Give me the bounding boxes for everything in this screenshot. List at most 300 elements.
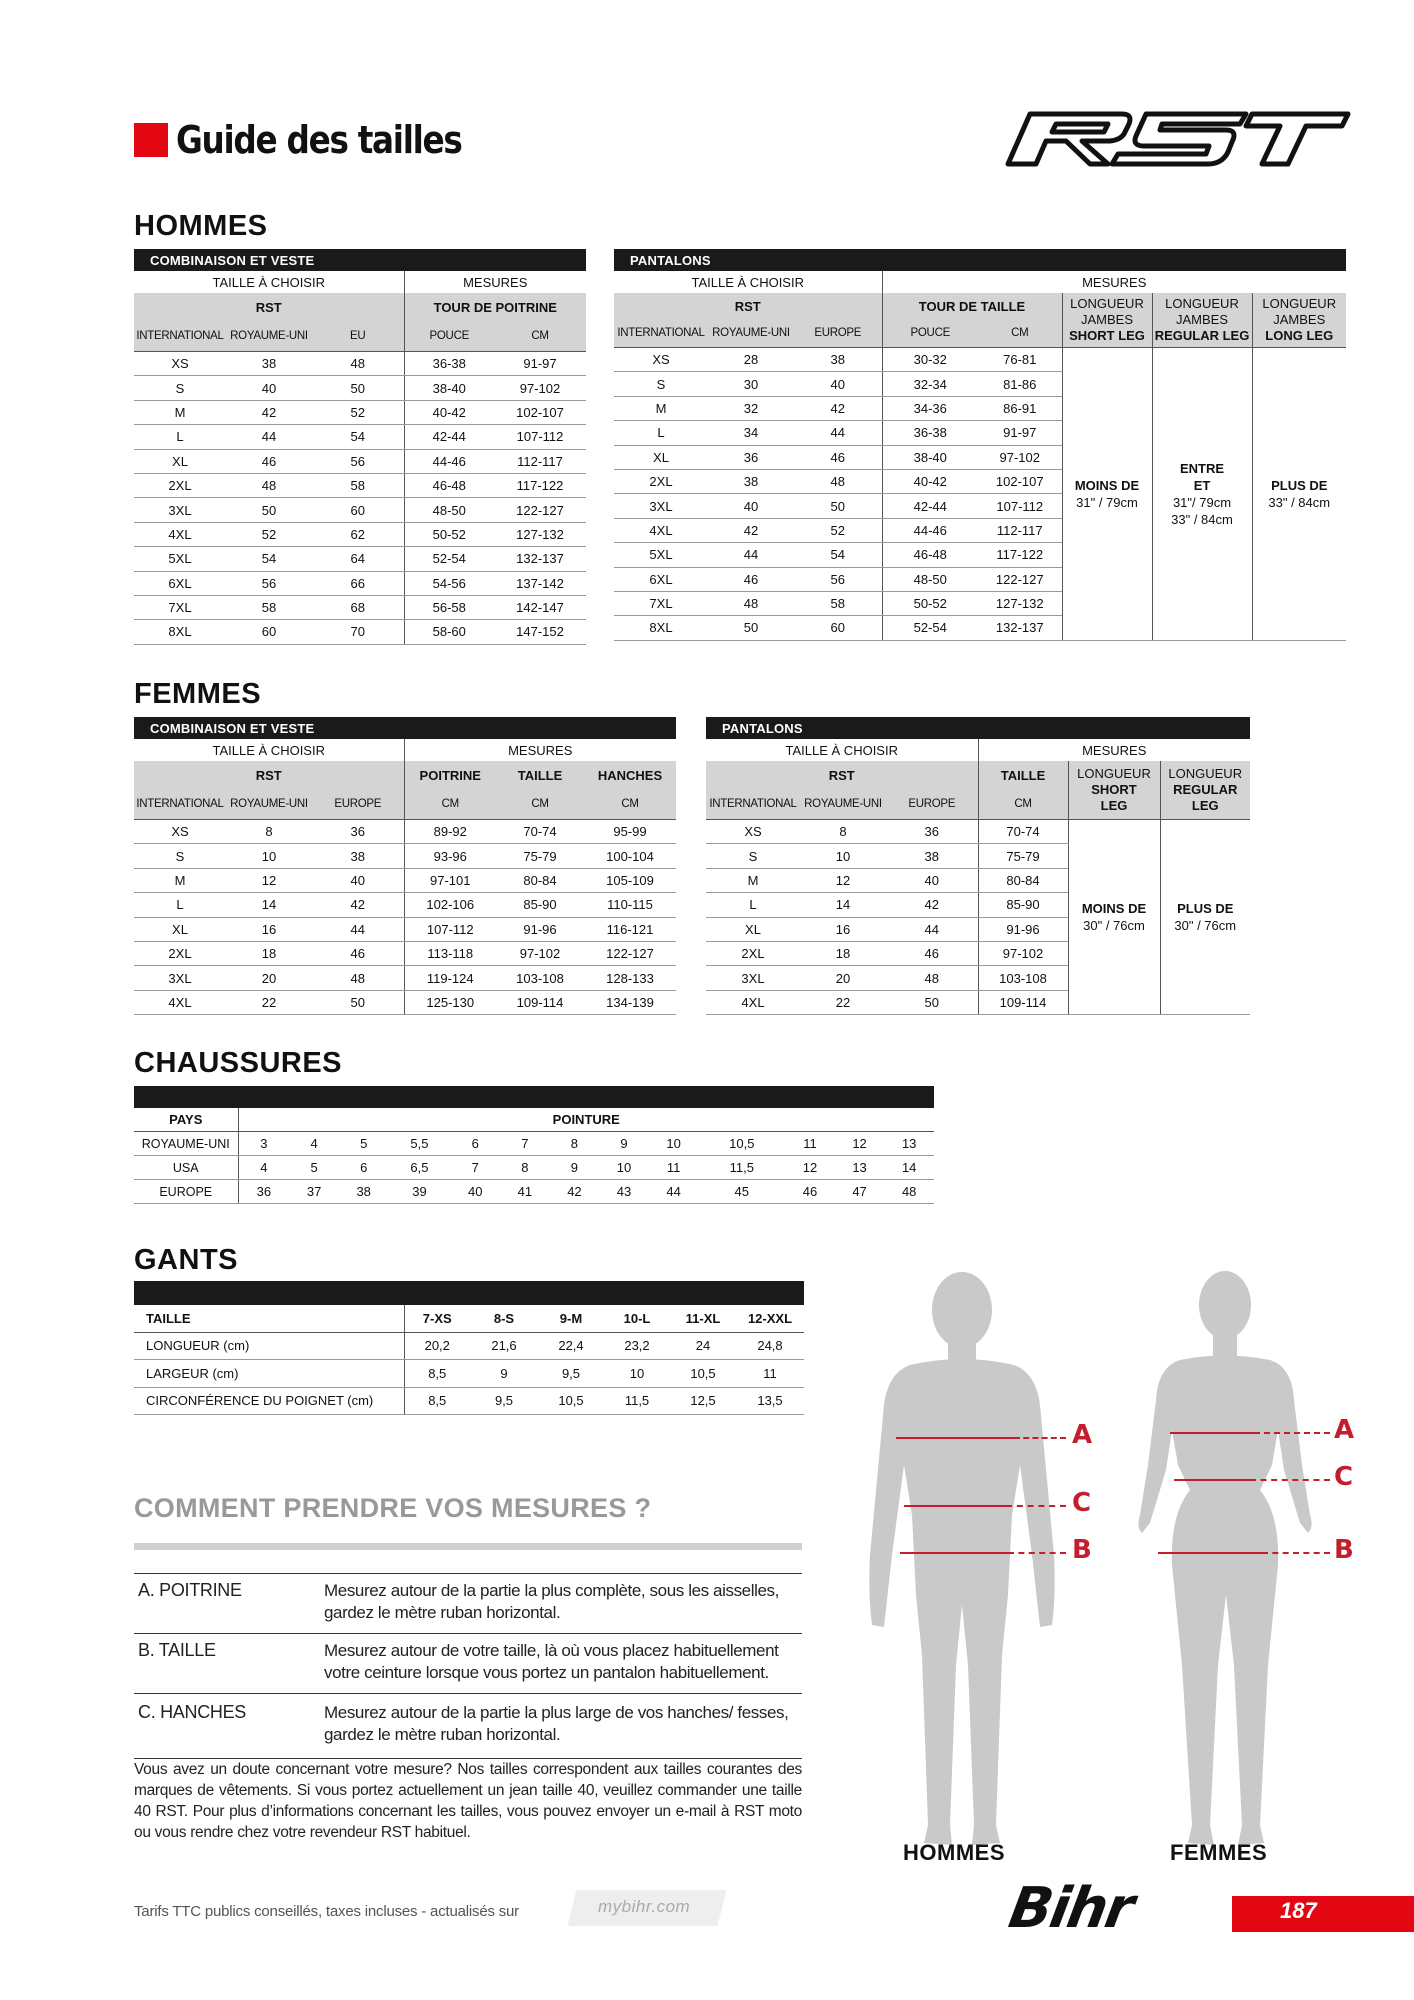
- table-cell: 91-97: [494, 352, 586, 376]
- table-cell: 2XL: [134, 941, 226, 965]
- table-cell: 6XL: [614, 567, 708, 591]
- table-cell: 132-137: [978, 616, 1062, 640]
- table-cell: 3: [238, 1132, 289, 1156]
- table-row: [134, 400, 586, 424]
- table-cell: 38-40: [404, 376, 494, 400]
- table-cell: 3XL: [134, 498, 226, 522]
- table-cell: 12: [785, 1156, 835, 1180]
- glove-size-header: 11-XL: [670, 1305, 736, 1332]
- table-cell: 22,4: [538, 1332, 604, 1360]
- table-row: [134, 941, 676, 965]
- table-cell: 5: [289, 1156, 339, 1180]
- table-cell: 91-97: [978, 421, 1062, 445]
- table-cell: 112-117: [978, 518, 1062, 542]
- table-cell: 66: [312, 571, 404, 595]
- table-cell: 36: [708, 445, 794, 469]
- woman-marker-a: A: [1334, 1415, 1355, 1445]
- table-cell: 36: [312, 820, 404, 844]
- table-cell: 76-81: [978, 348, 1062, 372]
- table-cell: 54: [312, 425, 404, 449]
- measure-label: TOUR DE TAILLE: [882, 293, 1062, 319]
- col-header: EUROPE: [886, 789, 978, 820]
- woman-waist-arrow: [1174, 1479, 1250, 1481]
- col-header: ROYAUME-UNI: [226, 321, 312, 352]
- table-cell: 6: [450, 1132, 500, 1156]
- femmes-pantalons-bar: PANTALONS: [706, 717, 1250, 739]
- table-cell: 14: [884, 1156, 934, 1180]
- table-cell: 42: [550, 1180, 600, 1204]
- table-cell: XL: [614, 445, 708, 469]
- table-cell: 22: [226, 990, 312, 1014]
- table-cell: 9: [470, 1360, 538, 1388]
- how-to-item-hanches: [134, 1693, 802, 1759]
- table-cell: 34: [708, 421, 794, 445]
- table-cell: 38: [708, 469, 794, 493]
- table-cell: 42: [312, 893, 404, 917]
- glove-size-header: 12-XXL: [736, 1305, 804, 1332]
- table-cell: 4: [289, 1132, 339, 1156]
- table-cell: 40: [312, 868, 404, 892]
- table-row: [134, 966, 676, 990]
- table-cell: 47: [835, 1180, 885, 1204]
- woman-chest-dash: [1254, 1432, 1330, 1434]
- how-to-rule: [134, 1543, 802, 1550]
- table-cell: 21,6: [470, 1332, 538, 1360]
- gants-table: [134, 1281, 804, 1415]
- woman-marker-c: C: [1334, 1462, 1354, 1492]
- table-cell: 48: [794, 469, 882, 493]
- table-cell: 48: [312, 352, 404, 376]
- taille-label: TAILLE À CHOISIR: [785, 742, 898, 758]
- table-cell: 54: [226, 547, 312, 571]
- table-cell: 10: [800, 844, 886, 868]
- leg-header-regular: LONGUEUR JAMBES REGULAR LEG: [1152, 293, 1252, 348]
- table-cell: 62: [312, 522, 404, 546]
- table-cell: 8: [800, 820, 886, 844]
- table-cell: 85-90: [978, 893, 1068, 917]
- col-header: EUROPE: [794, 319, 882, 348]
- glove-size-header: 8-S: [470, 1305, 538, 1332]
- table-row: [134, 473, 586, 497]
- table-row: [134, 620, 586, 644]
- table-cell: 91-96: [496, 917, 584, 941]
- table-cell: 85-90: [496, 893, 584, 917]
- table-cell: 3XL: [614, 494, 708, 518]
- table-cell: 23,2: [604, 1332, 670, 1360]
- leg-length-value: ENTRE ET 31"/ 79cm 33" / 84cm: [1152, 348, 1252, 641]
- man-chest-arrow: [896, 1437, 1014, 1439]
- table-cell: 28: [708, 348, 794, 372]
- table-cell: 10: [604, 1360, 670, 1388]
- table-cell: 11: [736, 1360, 804, 1388]
- table-cell: 64: [312, 547, 404, 571]
- table-cell: 5: [339, 1132, 389, 1156]
- table-cell: 68: [312, 595, 404, 619]
- man-hip-dash: [1008, 1552, 1066, 1554]
- table-cell: 39: [388, 1180, 450, 1204]
- rst-label: RST: [614, 293, 882, 319]
- table-cell: 125-130: [404, 990, 496, 1014]
- table-row: [134, 595, 586, 619]
- table-cell: 58: [312, 473, 404, 497]
- table-cell: 70-74: [978, 820, 1068, 844]
- table-row: [134, 1360, 804, 1388]
- table-cell: L: [134, 893, 226, 917]
- table-cell: 6,5: [388, 1156, 450, 1180]
- table-cell: 70: [312, 620, 404, 644]
- man-chest-dash: [1014, 1437, 1066, 1439]
- table-cell: 10: [226, 844, 312, 868]
- table-cell: 36-38: [404, 352, 494, 376]
- table-cell: S: [706, 844, 800, 868]
- table-cell: 116-121: [584, 917, 676, 941]
- table-cell: 7XL: [134, 595, 226, 619]
- table-cell: XL: [134, 449, 226, 473]
- table-cell: 20: [226, 966, 312, 990]
- table-cell: 2XL: [614, 469, 708, 493]
- table-cell: 7: [500, 1132, 550, 1156]
- pointure-label: POINTURE: [238, 1108, 934, 1132]
- col-header: EU: [312, 321, 404, 352]
- table-cell: 80-84: [496, 868, 584, 892]
- table-cell: M: [614, 396, 708, 420]
- table-row: [706, 820, 1250, 844]
- table-cell: 102-106: [404, 893, 496, 917]
- rst-label: RST: [706, 761, 978, 789]
- woman-silhouette: [1138, 1271, 1311, 1845]
- table-cell: 5XL: [134, 547, 226, 571]
- table-cell: 10,5: [538, 1387, 604, 1415]
- table-cell: 44-46: [404, 449, 494, 473]
- table-cell: 4XL: [614, 518, 708, 542]
- taille-label: TAILLE À CHOISIR: [691, 274, 804, 290]
- table-cell: 142-147: [494, 595, 586, 619]
- col-header: CM: [496, 789, 584, 820]
- table-cell: 97-102: [494, 376, 586, 400]
- table-cell: 56: [312, 449, 404, 473]
- how-to-item-poitrine: [134, 1573, 802, 1638]
- table-cell: 38: [312, 844, 404, 868]
- table-cell: 48: [312, 966, 404, 990]
- table-cell: 32: [708, 396, 794, 420]
- table-cell: 40: [886, 868, 978, 892]
- table-cell: 50: [312, 376, 404, 400]
- table-cell: 60: [794, 616, 882, 640]
- table-cell: 34-36: [882, 396, 978, 420]
- table-cell: 8XL: [134, 620, 226, 644]
- table-cell: 38: [339, 1180, 389, 1204]
- table-row: [134, 1180, 934, 1204]
- table-cell: 6XL: [134, 571, 226, 595]
- table-cell: 11: [785, 1132, 835, 1156]
- leg-header-short: LONGUEUR SHORT LEG: [1068, 761, 1160, 820]
- measure-label: TAILLE: [496, 761, 584, 789]
- man-silhouette: [869, 1272, 1054, 1845]
- table-cell: L: [614, 421, 708, 445]
- table-cell: 54-56: [404, 571, 494, 595]
- table-row: [134, 498, 586, 522]
- rst-label: RST: [134, 761, 404, 789]
- table-cell: 107-112: [404, 917, 496, 941]
- table-cell: 9: [599, 1132, 649, 1156]
- table-cell: 132-137: [494, 547, 586, 571]
- how-to-title: COMMENT PRENDRE VOS MESURES ?: [134, 1493, 652, 1523]
- table-cell: 107-112: [978, 494, 1062, 518]
- table-cell: 109-114: [978, 990, 1068, 1014]
- man-waist-arrow: [904, 1505, 1006, 1507]
- how-to-text: Mesurez autour de la partie la plus large de vos hanches/ fesses, gardez le mètre ruban horizontal.: [324, 1703, 789, 1744]
- table-row: [134, 917, 676, 941]
- table-cell: 147-152: [494, 620, 586, 644]
- col-header: INTERNATIONAL: [706, 789, 800, 820]
- col-header: INTERNATIONAL: [614, 319, 708, 348]
- glove-measure-label: CIRCONFÉRENCE DU POIGNET (cm): [134, 1387, 404, 1415]
- measure-label: HANCHES: [584, 761, 676, 789]
- femmes-veste-table: [134, 717, 676, 1015]
- table-cell: 30-32: [882, 348, 978, 372]
- table-cell: 113-118: [404, 941, 496, 965]
- table-cell: 40: [450, 1180, 500, 1204]
- table-cell: 32-34: [882, 372, 978, 396]
- femmes-title: FEMMES: [134, 678, 262, 710]
- table-cell: 3XL: [706, 966, 800, 990]
- mesures-label: MESURES: [882, 271, 1346, 293]
- mybihr-link[interactable]: mybihr.com: [598, 1897, 691, 1916]
- country-cell: EUROPE: [134, 1180, 238, 1204]
- table-cell: 30: [708, 372, 794, 396]
- femmes-pantalons-table: [706, 717, 1250, 1015]
- table-cell: 75-79: [496, 844, 584, 868]
- table-cell: 9,5: [538, 1360, 604, 1388]
- table-cell: 40-42: [882, 469, 978, 493]
- table-cell: 134-139: [584, 990, 676, 1014]
- table-row: [134, 522, 586, 546]
- woman-waist-dash: [1250, 1479, 1330, 1481]
- table-row: [134, 1387, 804, 1415]
- table-cell: 56: [794, 567, 882, 591]
- table-row: [134, 425, 586, 449]
- table-cell: 12: [226, 868, 312, 892]
- table-cell: 122-127: [584, 941, 676, 965]
- table-cell: 44: [226, 425, 312, 449]
- mesures-label: MESURES: [978, 739, 1250, 761]
- leg-length-value: MOINS DE 30" / 76cm: [1068, 820, 1160, 1015]
- table-cell: 12,5: [670, 1387, 736, 1415]
- table-cell: 122-127: [978, 567, 1062, 591]
- table-cell: 8,5: [404, 1387, 470, 1415]
- table-cell: 112-117: [494, 449, 586, 473]
- col-header: CM: [584, 789, 676, 820]
- table-cell: 128-133: [584, 966, 676, 990]
- how-to-key: A. POITRINE: [138, 1580, 242, 1600]
- taille-label: TAILLE: [134, 1305, 404, 1332]
- table-cell: 58: [794, 591, 882, 615]
- chaussures-bar: [134, 1086, 934, 1108]
- table-cell: 16: [800, 917, 886, 941]
- title-red-square: [134, 123, 168, 157]
- table-cell: 44: [649, 1180, 699, 1204]
- table-cell: 8,5: [404, 1360, 470, 1388]
- footer-note: Tarifs TTC publics conseillés, taxes incluses - actualisés sur: [134, 1903, 519, 1920]
- table-cell: 22: [800, 990, 886, 1014]
- table-header-row: [134, 1305, 804, 1332]
- man-marker-b: B: [1072, 1535, 1092, 1565]
- table-cell: 4XL: [134, 990, 226, 1014]
- table-cell: XL: [134, 917, 226, 941]
- table-cell: 24: [670, 1332, 736, 1360]
- taille-label: TAILLE À CHOISIR: [212, 742, 325, 758]
- table-cell: 9,5: [470, 1387, 538, 1415]
- table-cell: 127-132: [978, 591, 1062, 615]
- table-cell: 14: [800, 893, 886, 917]
- table-row: [134, 376, 586, 400]
- table-cell: 46-48: [882, 543, 978, 567]
- table-cell: 48-50: [882, 567, 978, 591]
- rst-logo: [1000, 108, 1352, 170]
- table-cell: 75-79: [978, 844, 1068, 868]
- table-cell: 109-114: [496, 990, 584, 1014]
- table-cell: 42: [794, 396, 882, 420]
- how-to-key: C. HANCHES: [138, 1702, 247, 1722]
- leg-length-value: PLUS DE 30" / 76cm: [1160, 820, 1250, 1015]
- col-header: CM: [494, 321, 586, 352]
- col-header: CM: [404, 789, 496, 820]
- table-row: [134, 1156, 934, 1180]
- table-cell: 46: [708, 567, 794, 591]
- table-cell: 80-84: [978, 868, 1068, 892]
- table-cell: 43: [599, 1180, 649, 1204]
- table-cell: 54: [794, 543, 882, 567]
- col-header: INTERNATIONAL: [134, 321, 226, 352]
- table-cell: 44: [886, 917, 978, 941]
- table-cell: 60: [226, 620, 312, 644]
- table-cell: 45: [698, 1180, 785, 1204]
- table-cell: 100-104: [584, 844, 676, 868]
- table-cell: M: [134, 400, 226, 424]
- table-cell: 103-108: [978, 966, 1068, 990]
- table-cell: 6: [339, 1156, 389, 1180]
- page-number-bar: [1232, 1896, 1414, 1932]
- table-row: [134, 844, 676, 868]
- table-cell: 42: [886, 893, 978, 917]
- table-cell: 58-60: [404, 620, 494, 644]
- man-marker-c: C: [1072, 1488, 1092, 1518]
- femmes-veste-bar: COMBINAISON ET VESTE: [134, 717, 676, 739]
- table-cell: 86-91: [978, 396, 1062, 420]
- table-cell: 56: [226, 571, 312, 595]
- table-cell: M: [134, 868, 226, 892]
- hommes-veste-bar: COMBINAISON ET VESTE: [134, 249, 586, 271]
- table-cell: M: [706, 868, 800, 892]
- col-header: ROYAUME-UNI: [226, 789, 312, 820]
- table-cell: 110-115: [584, 893, 676, 917]
- how-to-key: B. TAILLE: [138, 1640, 216, 1660]
- table-cell: 107-112: [494, 425, 586, 449]
- page-number: 187: [1280, 1898, 1317, 1923]
- table-cell: 117-122: [978, 543, 1062, 567]
- table-cell: 103-108: [496, 966, 584, 990]
- table-cell: 102-107: [494, 400, 586, 424]
- table-row: [134, 547, 586, 571]
- table-cell: 42-44: [404, 425, 494, 449]
- table-cell: 12: [835, 1132, 885, 1156]
- table-cell: 20,2: [404, 1332, 470, 1360]
- table-cell: 42: [226, 400, 312, 424]
- table-cell: 10,5: [698, 1132, 785, 1156]
- pays-label: PAYS: [134, 1108, 238, 1132]
- hommes-title: HOMMES: [134, 210, 268, 242]
- col-header: POUCE: [882, 319, 978, 348]
- table-cell: 37: [289, 1180, 339, 1204]
- how-to-text: Mesurez autour de votre taille, là où vous placez habituellement votre ceinture lorsque vous portez un pantalon habituellement.: [324, 1641, 779, 1682]
- table-cell: 3XL: [134, 966, 226, 990]
- page-header: [134, 118, 508, 162]
- table-cell: 8: [226, 820, 312, 844]
- table-cell: 97-102: [496, 941, 584, 965]
- hommes-veste-table: [134, 249, 586, 645]
- table-cell: 56-58: [404, 595, 494, 619]
- table-cell: 36: [238, 1180, 289, 1204]
- table-cell: 50: [708, 616, 794, 640]
- col-header: CM: [978, 319, 1062, 348]
- table-cell: 50: [226, 498, 312, 522]
- glove-size-header: 9-M: [538, 1305, 604, 1332]
- table-cell: 13: [884, 1132, 934, 1156]
- table-cell: 16: [226, 917, 312, 941]
- table-cell: S: [134, 376, 226, 400]
- table-cell: 58: [226, 595, 312, 619]
- table-cell: 42-44: [882, 494, 978, 518]
- table-cell: 38: [226, 352, 312, 376]
- rst-label: RST: [134, 293, 404, 321]
- table-cell: 36: [886, 820, 978, 844]
- table-cell: 95-99: [584, 820, 676, 844]
- table-cell: 127-132: [494, 522, 586, 546]
- table-cell: 119-124: [404, 966, 496, 990]
- table-row: [134, 1332, 804, 1360]
- leg-header-short: LONGUEUR JAMBES SHORT LEG: [1062, 293, 1152, 348]
- col-header: CM: [978, 789, 1068, 820]
- how-to-item-taille: [134, 1633, 802, 1698]
- table-cell: XS: [134, 352, 226, 376]
- table-cell: 46: [785, 1180, 835, 1204]
- leg-header-long: LONGUEUR JAMBES LONG LEG: [1252, 293, 1346, 348]
- table-cell: 24,8: [736, 1332, 804, 1360]
- glove-measure-label: LARGEUR (cm): [134, 1360, 404, 1388]
- woman-chest-arrow: [1170, 1432, 1254, 1434]
- table-cell: 48: [708, 591, 794, 615]
- country-cell: USA: [134, 1156, 238, 1180]
- measure-label: TOUR DE POITRINE: [404, 293, 586, 321]
- table-cell: 52-54: [404, 547, 494, 571]
- man-hip-arrow: [900, 1552, 1008, 1554]
- table-cell: 10,5: [670, 1360, 736, 1388]
- man-marker-a: A: [1072, 1420, 1093, 1450]
- table-cell: XS: [706, 820, 800, 844]
- gants-bar: [134, 1281, 804, 1305]
- table-cell: 8: [550, 1132, 600, 1156]
- table-cell: 10: [599, 1156, 649, 1180]
- table-cell: 40: [708, 494, 794, 518]
- table-cell: XS: [134, 820, 226, 844]
- table-cell: 4: [238, 1156, 289, 1180]
- leg-header-regular: LONGUEUR REGULAR LEG: [1160, 761, 1250, 820]
- table-row: [134, 1132, 934, 1156]
- table-cell: 4XL: [134, 522, 226, 546]
- table-cell: 117-122: [494, 473, 586, 497]
- table-cell: 50: [794, 494, 882, 518]
- table-cell: 137-142: [494, 571, 586, 595]
